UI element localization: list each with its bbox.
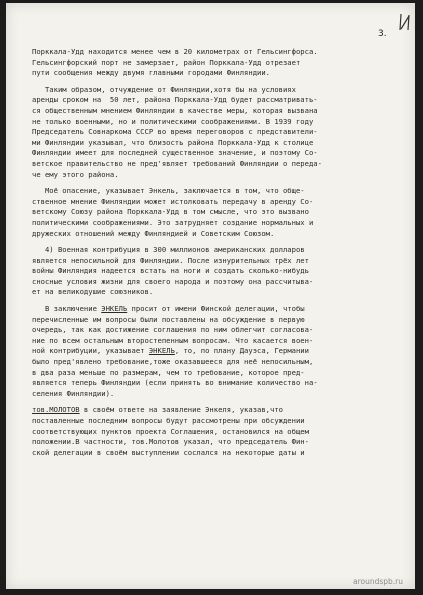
text-line: положении.В частности, тов.Молотов указал, что председатель Фин- [32, 437, 309, 447]
text-fragment: В заключение [32, 304, 102, 314]
text-line [32, 304, 408, 315]
text-line: ветское правительство не пред'являет требований Финляндии о переда- [32, 158, 322, 168]
text-fragment: , то, по плану Дауэса, Германии [174, 346, 309, 356]
text-line [32, 405, 408, 416]
text-line: ветскому Союзу района Порккала-Удд в том смысле, что это вызвано [32, 207, 309, 217]
underlined-name: ЭНКЕЛЬ [148, 346, 175, 356]
text-line: Моё опасение, указывает Энкель, заключается в том, что обще- [32, 186, 305, 196]
text-fragment: ной контрибуции, указывает [32, 346, 149, 356]
text-line: селения Финляндии). [32, 388, 115, 398]
text-line: ственное мнение Финляндии может истолковать передачу в аренду Со- [32, 196, 314, 206]
text-line: войны Финляндия надеется встать на ноги и создать сколько-нибудь [32, 266, 309, 276]
text-line: дружеских отношений между Финляндией и Советским Союзом. [32, 228, 275, 238]
text-line: поставленные последним вопросы будут рассмотрены при обсуждении [32, 416, 305, 425]
underlined-name: ЭНКЕЛЬ [101, 304, 128, 314]
text-line: ской делегации в своём выступлении сослался на некоторые даты и [32, 447, 305, 457]
text-line: в два раза меньше по размерам, чем то требование, которое пред- [32, 367, 305, 377]
handwritten-mark [398, 11, 412, 33]
text-line: перечисленные им вопросы были поставлены на обсуждение в первую [32, 314, 305, 324]
text-line: не только военными, но и политическими соображениями. В 1939 году [32, 116, 314, 126]
text-line: ет на великодушие союзников. [32, 287, 154, 297]
text-line: Финляндии имеет для последней существенное значение, и поэтому Со- [32, 148, 318, 158]
text-line: является непосильной для Финляндии. После изнурительных трёх лет [32, 255, 309, 265]
text-line: очередь, так как достижение соглашения по ним облегчит согласова- [32, 325, 314, 335]
text-line: пути сообщения между двумя главными городами Финляндии. [32, 68, 270, 78]
watermark: aroundspb.ru [352, 577, 403, 586]
text-line: было пред'явлено требование,тоже оказавшееся для неё непосильным, [32, 357, 314, 367]
text-fragment: просит от имени Финской делегации, чтобы [127, 304, 305, 314]
text-line: ми Финляндии указывал, что близость района Порккала-Удд к столице [32, 137, 314, 147]
document-body [32, 47, 408, 458]
text-line: политическими соображениями. Это затрудняет создание нормальных и [32, 217, 314, 227]
text-line: сносные условия жизни для своего народа и поэтому она рассчитыва- [32, 276, 314, 286]
document-page [6, 3, 415, 589]
text-line: соответствующих пунктов проекта Соглашения, остановился на общем [32, 426, 309, 436]
text-line [32, 346, 408, 357]
text-line: аренды сроком на 50 лет, района Порккала-Удд будет рассматривать- [32, 95, 318, 105]
underlined-name: тов.МОЛОТОВ [32, 405, 80, 415]
text-line: является теперь Финляндии (если принять во внимание количество на- [32, 378, 318, 388]
text-line: че ему этого района. [32, 169, 119, 179]
text-line: Председатель Совнаркома СССР во время переговоров с представители- [32, 127, 318, 137]
text-line: Таким образом, отчуждение от Финляндии,хотя бы на условиях [32, 84, 296, 94]
text-line: 4) Военная контрибуция в 300 миллионов американских долларов [32, 245, 305, 255]
text-line: ся общественным мнением Финляндии в качестве меры, которая вызвана [32, 105, 318, 115]
page-number: 3. [378, 29, 387, 39]
text-fragment: в своём ответе на заявление Энкеля, указав,что [79, 405, 283, 415]
text-line: Порккала-Удд находится менее чем в 20 километрах от Гельсингфорса. [32, 47, 318, 56]
text-line: Гельсингфорский порт не замерзает, район Порккала-Удд отрезает [32, 57, 301, 67]
text-line: ние по всем остальным второстепенным вопросам. Что касается воен- [32, 335, 314, 345]
